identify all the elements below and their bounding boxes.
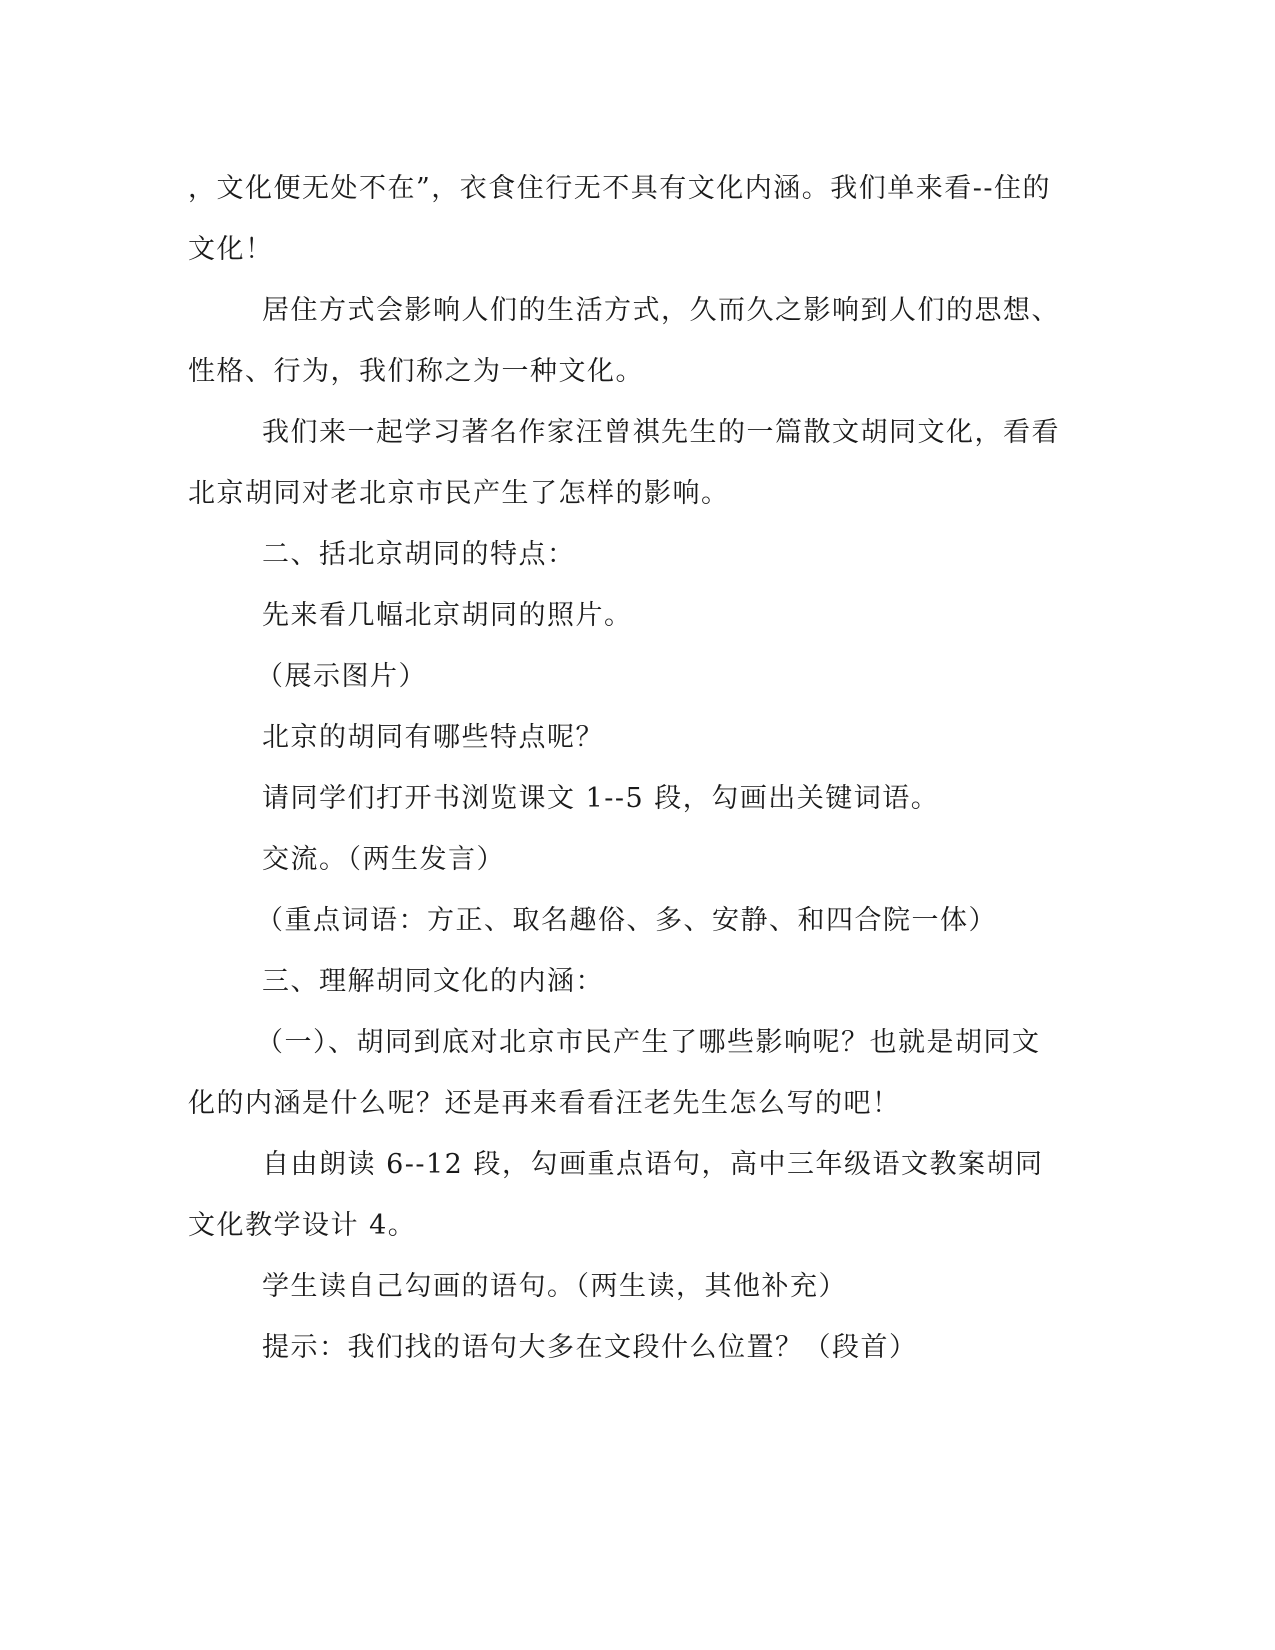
paragraph-6: （展示图片）	[256, 661, 427, 692]
paragraph-3: 我们来一起学习著名作家汪曾祺先生的一篇散文胡同文化，看看北京胡同对老北京市民产生了怎样的影响。	[188, 417, 1060, 509]
paragraph-10: （重点词语：方正、取名趣俗、多、安静、和四合院一体）	[256, 905, 997, 936]
document-body	[188, 158, 1068, 1378]
paragraph-8: 请同学们打开书浏览课文 1--5 段，勾画出关键词语。	[262, 783, 940, 814]
paragraph-7: 北京的胡同有哪些特点呢？	[262, 722, 604, 753]
paragraph-5: 先来看几幅北京胡同的照片。	[262, 600, 633, 631]
paragraph-15: 提示：我们找的语句大多在文段什么位置？（段首）	[262, 1332, 918, 1363]
section-heading-2: 二、括北京胡同的特点：	[262, 539, 576, 570]
section-heading-3: 三、理解胡同文化的内涵：	[262, 966, 604, 997]
paragraph-14: 学生读自己勾画的语句。（两生读，其他补充）	[262, 1271, 847, 1302]
paragraph-2: 居住方式会影响人们的生活方式，久而久之影响到人们的思想、性格、行为，我们称之为一种文化。	[188, 295, 1060, 387]
paragraph-9: 交流。（两生发言）	[262, 844, 505, 875]
paragraph-13: 自由朗读 6--12 段，勾画重点语句，高中三年级语文教案胡同文化教学设计 4。	[188, 1149, 1044, 1241]
paragraph-12: （一）、胡同到底对北京市民产生了哪些影响呢？也就是胡同文化的内涵是什么呢？还是再来看看汪老先生怎么写的吧！	[188, 1027, 1041, 1119]
paragraph-1: ，文化便无处不在”，衣食住行无不具有文化内涵。我们单来看--住的文化！	[188, 173, 1052, 265]
